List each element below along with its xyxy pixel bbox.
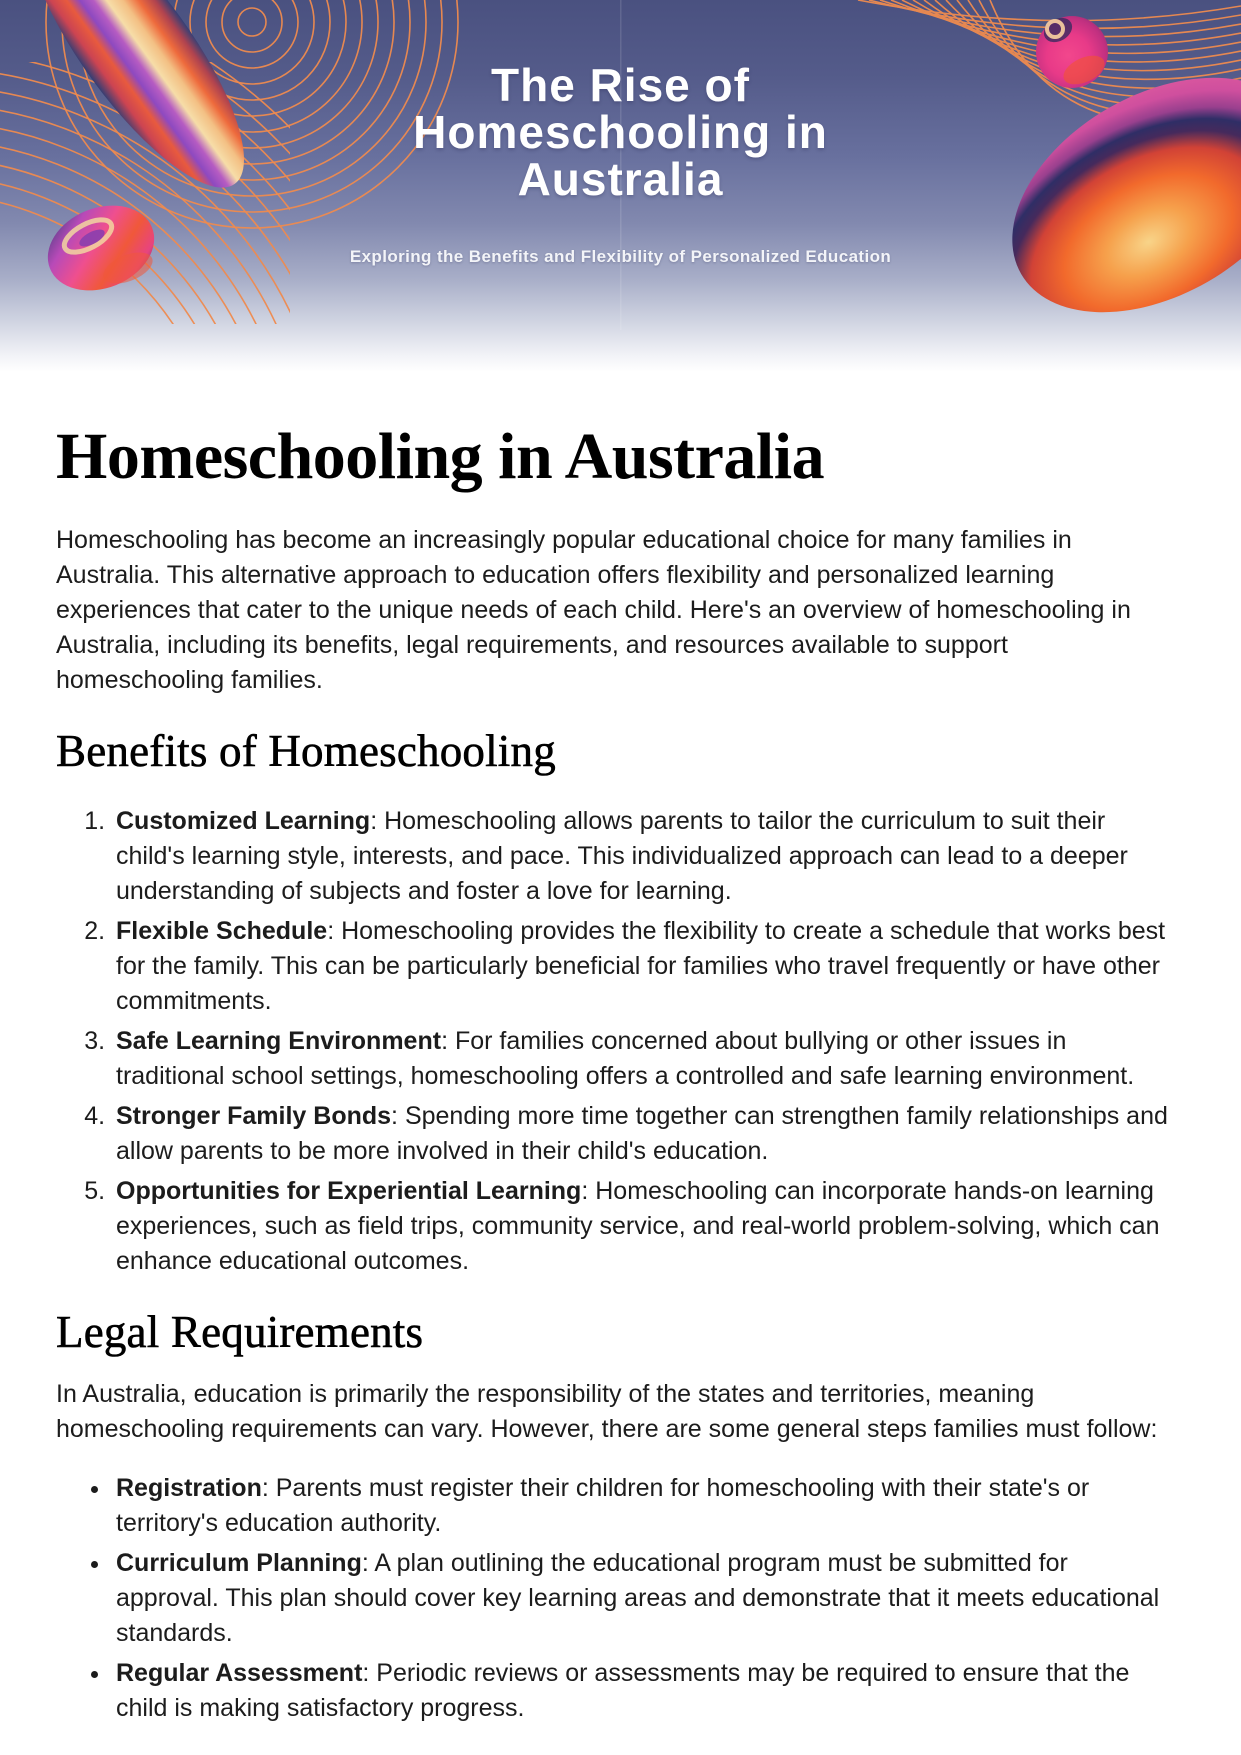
page-title: Homeschooling in Australia [56,420,825,493]
item-label: Customized Learning [116,807,371,835]
item-label: Flexible Schedule [116,917,328,945]
banner-title [413,59,828,205]
banner-title-line: Homeschooling in [413,106,828,158]
item-text: : Homeschooling can incorporate hands-on learning experiences, such as field trips, community service, and real-world problem-solving, which can enhance educational outcomes. [116,1177,1160,1275]
legal-intro-paragraph: In Australia, education is primarily the responsibility of the states and territories, meaning homeschooling requirements can vary. However, there are some general steps families must follow: [56,1380,1158,1443]
list-item [112,1024,1176,1094]
list-item [112,914,1176,1019]
item-text: : Homeschooling allows parents to tailor the curriculum to suit their child's learning style, interests, and pace. This individualized approach can lead to a deeper understanding of subjects and foster a love for learning. [116,807,1128,905]
item-text: : Parents must register their children for homeschooling with their state's or territory's education authority. [116,1474,1090,1537]
list-item [112,1546,1176,1651]
item-label: Stronger Family Bonds [116,1102,392,1130]
section-heading-legal: Legal Requirements [56,1307,424,1357]
list-item [112,804,1176,909]
list-item [112,1471,1176,1541]
banner-title-line: Australia [517,153,724,205]
section-heading-benefits: Benefits of Homeschooling [56,726,556,776]
list-item [112,1656,1176,1726]
legal-list [56,1471,1176,1726]
list-item [112,1174,1176,1279]
banner-title-line: The Rise of [491,59,750,111]
list-item [112,1099,1176,1169]
header-banner [0,0,1241,372]
article-body [56,420,1176,1726]
item-label: Regular Assessment [116,1659,363,1687]
item-text: : Periodic reviews or assessments may be required to ensure that the child is making satisfactory progress. [116,1659,1130,1722]
item-label: Registration [116,1474,262,1502]
banner-subtitle: Exploring the Benefits and Flexibility of Personalized Education [349,247,892,266]
intro-paragraph: Homeschooling has become an increasingly popular educational choice for many families in Australia. This alternative approach to education offers flexibility and personalized learning experiences that cater to the unique needs of each child. Here's an overview of homeschooling in Australia, including its benefits, legal requirements, and resources available to support homeschooling families. [56,526,1131,694]
item-text: : A plan outlining the educational program must be submitted for approval. This plan should cover key learning areas and demonstrate that it meets educational standards. [116,1549,1160,1647]
item-text: : Homeschooling provides the flexibility to create a schedule that works best for the family. This can be particularly beneficial for families who travel frequently or have other commitments. [116,917,1166,1015]
benefits-list [56,804,1176,1279]
item-label: Opportunities for Experiential Learning [116,1177,582,1205]
item-label: Safe Learning Environment [116,1027,442,1055]
banner-text-block [0,0,1241,372]
item-label: Curriculum Planning [116,1549,362,1577]
item-text: : Spending more time together can strengthen family relationships and allow parents to be more involved in their child's education. [116,1102,1168,1165]
item-text: : For families concerned about bullying or other issues in traditional school settings, homeschooling offers a controlled and safe learning environment. [116,1027,1135,1090]
